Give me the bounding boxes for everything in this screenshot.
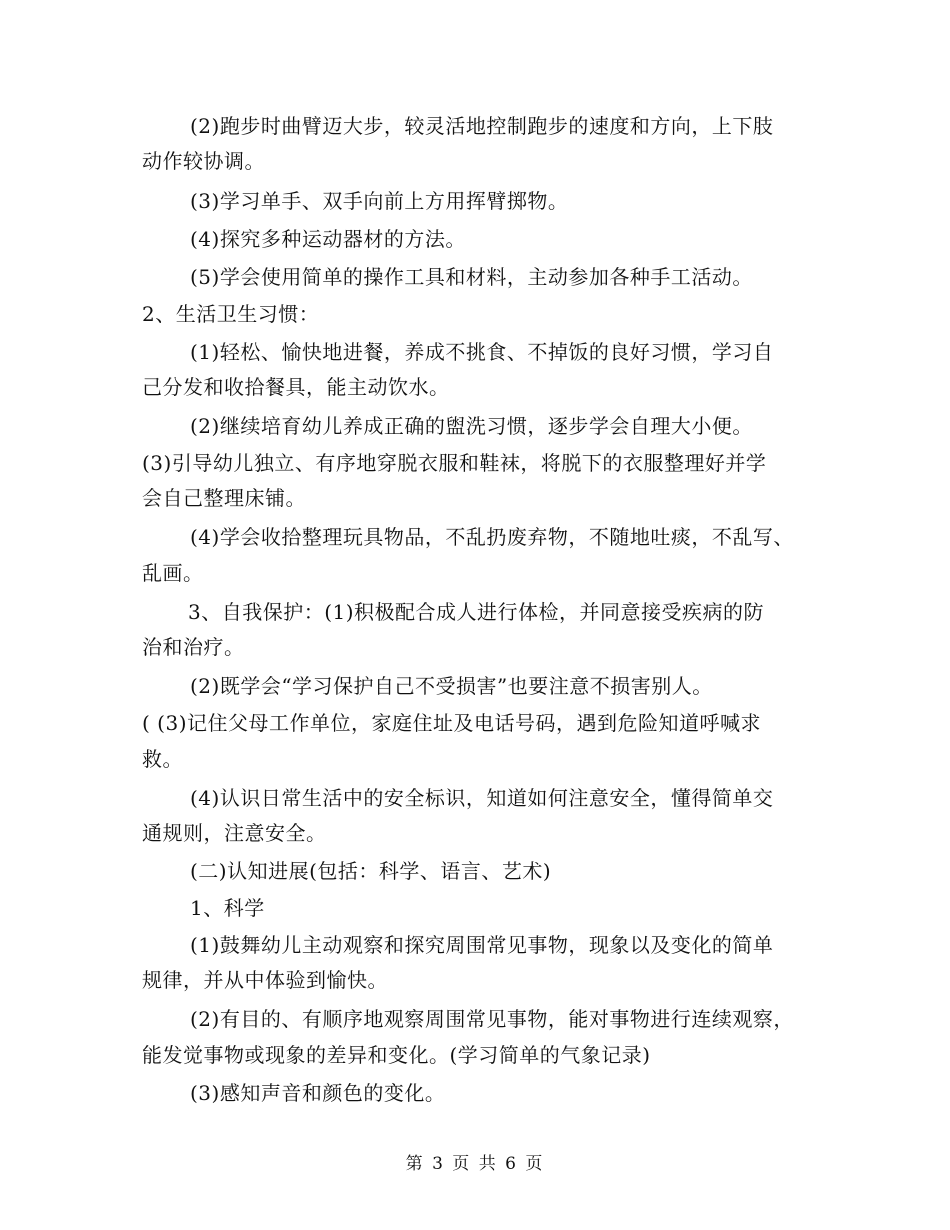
text-line: (3)感知声音和颜色的变化。 xyxy=(190,1081,446,1105)
text-line: (3)引导幼儿独立、有序地穿脱衣服和鞋袜，将脱下的衣服整理好并学 xyxy=(142,451,767,475)
text-line: 乱画。 xyxy=(142,561,204,585)
text-line: 救。 xyxy=(142,747,183,771)
text-line: ( (3)记住父母工作单位，家庭住址及电话号码，遇到危险知道呼喊求 xyxy=(142,711,761,735)
section-heading: 1、科学 xyxy=(190,896,265,920)
text-line: (1)轻松、愉快地进餐，养成不挑食、不掉饭的良好习惯，学习自 xyxy=(190,340,774,364)
text-line: 动作较协调。 xyxy=(142,149,265,173)
text-line: (1)鼓舞幼儿主动观察和探究周围常见事物，现象以及变化的简单 xyxy=(190,933,774,957)
text-line: (2)既学会“学习保护自己不受损害”也要注意不损害别人。 xyxy=(190,674,713,698)
text-line: (2)跑步时曲臂迈大步，较灵活地控制跑步的速度和方向，上下肢 xyxy=(190,114,774,138)
text-line: 能发觉事物或现象的差异和变化。(学习简单的气象记录) xyxy=(142,1043,651,1067)
page-number-footer: 第 3 页 共 6 页 xyxy=(405,1154,545,1174)
text-line: 己分发和收拾餐具，能主动饮水。 xyxy=(142,375,450,399)
text-line: 会自己整理床铺。 xyxy=(142,486,306,510)
text-line: 通规则，注意安全。 xyxy=(142,821,327,845)
section-heading: 3、自我保护：(1)积极配合成人进行体检，并同意接受疾病的防 xyxy=(188,600,765,624)
text-line: (4)探究多种运动器材的方法。 xyxy=(190,227,466,251)
text-line: 规律，并从中体验到愉快。 xyxy=(142,968,388,992)
text-line: (4)认识日常生活中的安全标识，知道如何注意安全，懂得简单交 xyxy=(190,786,774,810)
text-line: (5)学会使用简单的操作工具和材料，主动参加各种手工活动。 xyxy=(190,265,753,289)
section-heading: 2、生活卫生习惯： xyxy=(142,302,320,326)
section-heading: (二)认知进展(包括：科学、语言、艺术) xyxy=(190,859,552,883)
text-line: (4)学会收拾整理玩具物品，不乱扔废弃物，不随地吐痰，不乱写、 xyxy=(190,525,794,549)
text-line: (2)有目的、有顺序地观察周围常见事物，能对事物进行连续观察， xyxy=(190,1007,794,1031)
text-line: (2)继续培育幼儿养成正确的盥洗习惯，逐步学会自理大小便。 xyxy=(190,414,753,438)
text-line: (3)学习单手、双手向前上方用挥臂掷物。 xyxy=(190,189,569,213)
text-line: 治和治疗。 xyxy=(142,635,245,659)
